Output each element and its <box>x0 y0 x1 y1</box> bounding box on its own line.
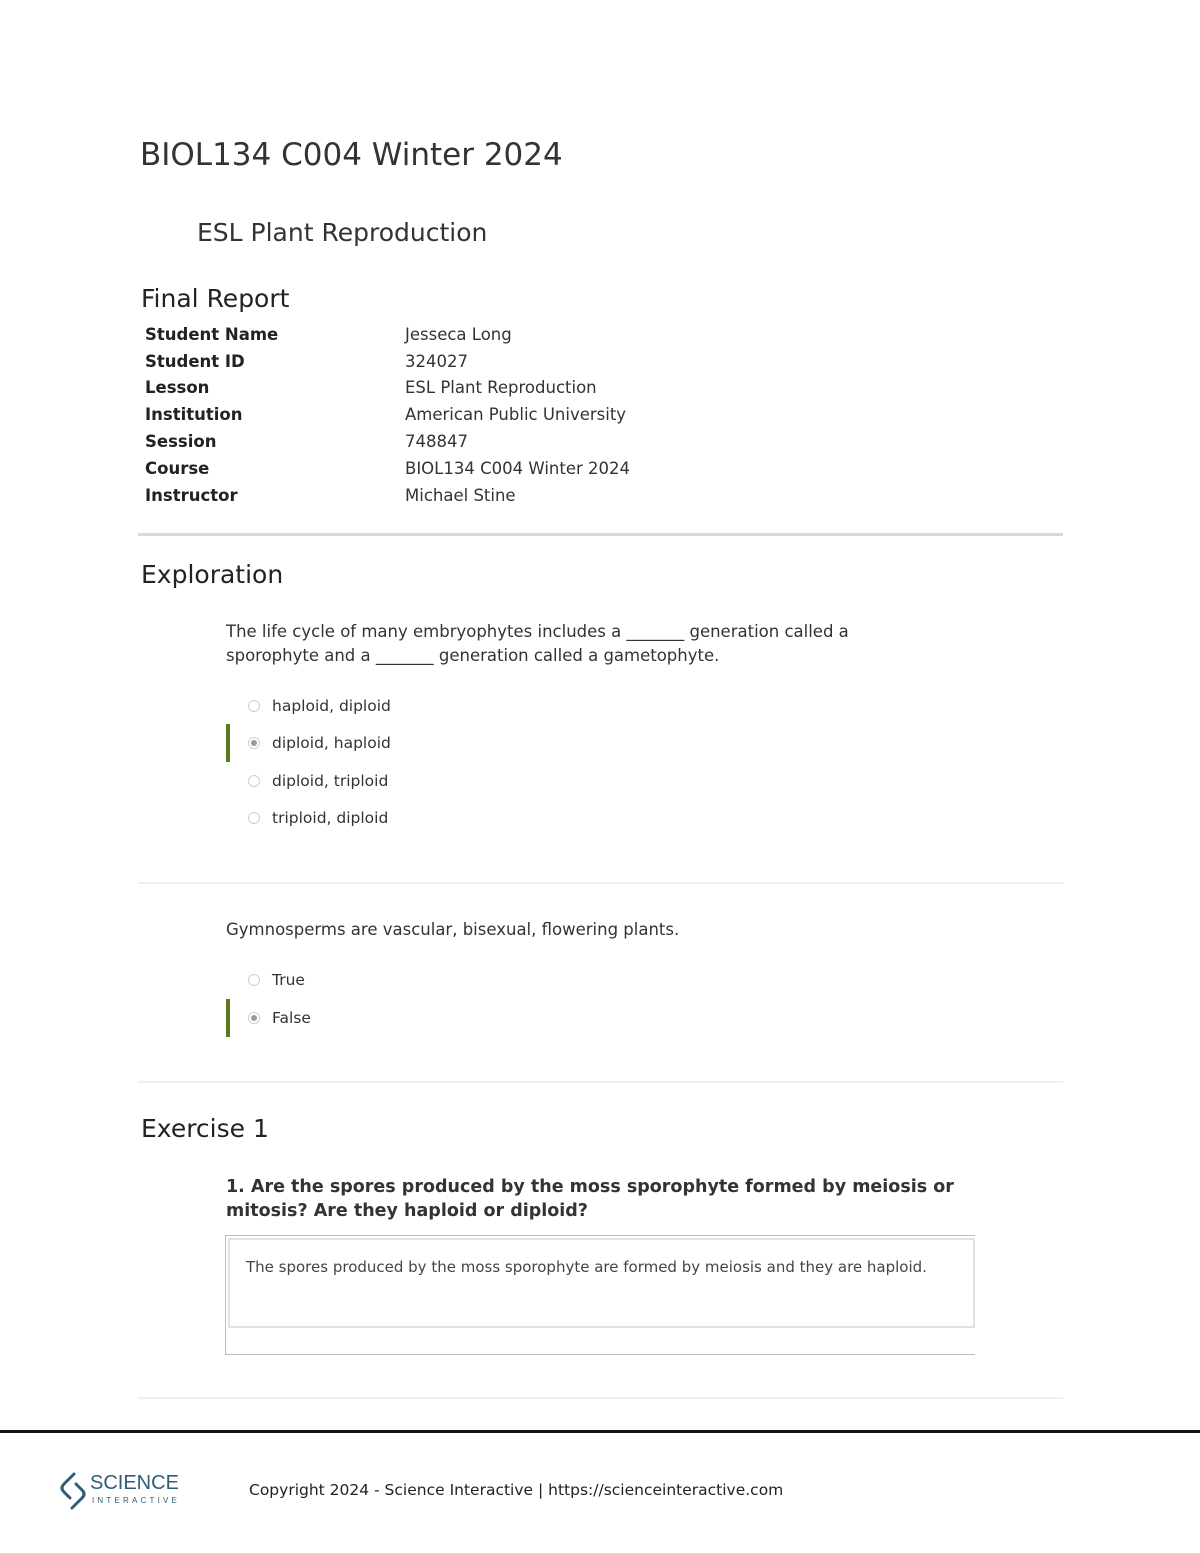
selection-bar <box>226 762 230 800</box>
info-value: 748847 <box>405 432 468 452</box>
option-label: haploid, diploid <box>272 697 391 715</box>
info-label: Instructor <box>145 485 238 505</box>
science-interactive-logo <box>58 1470 208 1512</box>
info-label: Student ID <box>145 351 245 371</box>
option-label: triploid, diploid <box>272 809 389 827</box>
selection-bar <box>226 724 230 762</box>
info-row <box>145 401 630 428</box>
section-divider <box>138 1081 1063 1083</box>
radio-button[interactable] <box>248 974 260 986</box>
answer-option[interactable] <box>226 961 726 999</box>
section-divider <box>138 533 1063 536</box>
info-label: Institution <box>145 405 243 425</box>
radio-button[interactable] <box>248 700 260 712</box>
question-text: The life cycle of many embryophytes includes a _______ generation called a sporophyte and a _______ generation called a gametophyte. <box>226 622 849 665</box>
selection-bar <box>226 799 230 837</box>
question-text: Gymnosperms are vascular, bisexual, flowering plants. <box>226 920 680 939</box>
info-value: Jesseca Long <box>405 324 512 344</box>
radio-button-checked[interactable] <box>248 737 260 749</box>
radio-button[interactable] <box>248 812 260 824</box>
info-row <box>145 375 630 402</box>
footer-divider <box>0 1430 1200 1433</box>
option-label: False <box>272 1009 311 1027</box>
radio-button[interactable] <box>248 775 260 787</box>
radio-button-checked[interactable] <box>248 1012 260 1024</box>
logo-subtext: INTERACTIVE <box>92 1496 181 1505</box>
info-label: Course <box>145 458 210 478</box>
option-label: diploid, haploid <box>272 734 391 752</box>
info-label: Session <box>145 432 217 452</box>
info-label: Student Name <box>145 324 279 344</box>
exercise-heading: Exercise 1 <box>141 1114 269 1143</box>
info-value: BIOL134 C004 Winter 2024 <box>405 458 630 478</box>
info-row <box>145 321 630 348</box>
logo-wordmark: SCIENCE <box>90 1472 179 1494</box>
exploration-heading: Exploration <box>141 560 284 589</box>
section-divider <box>138 1397 1063 1399</box>
info-value: 324027 <box>405 351 468 371</box>
info-row <box>145 455 630 482</box>
answer-option[interactable] <box>226 762 726 800</box>
final-report-heading: Final Report <box>141 284 290 313</box>
answer-option-selected[interactable] <box>226 999 726 1037</box>
option-label: True <box>272 971 305 989</box>
info-value: American Public University <box>405 405 627 425</box>
answer-box <box>225 1235 975 1355</box>
info-row <box>145 428 630 455</box>
course-title: BIOL134 C004 Winter 2024 <box>140 137 563 173</box>
selection-bar <box>226 999 230 1037</box>
info-label: Lesson <box>145 378 210 398</box>
answer-option-selected[interactable] <box>226 724 726 762</box>
info-value: Michael Stine <box>405 485 516 505</box>
exercise-question: 1. Are the spores produced by the moss sporophyte formed by meiosis or mitosis? Are they haploid or diploid? <box>226 1177 954 1221</box>
info-value: ESL Plant Reproduction <box>405 378 597 398</box>
selection-bar <box>226 687 230 725</box>
option-label: diploid, triploid <box>272 772 389 790</box>
lesson-title: ESL Plant Reproduction <box>197 218 488 247</box>
info-row <box>145 348 630 375</box>
answer-text: The spores produced by the moss sporophyte are formed by meiosis and they are haploid. <box>228 1238 975 1328</box>
answer-option[interactable] <box>226 799 726 837</box>
answer-option[interactable] <box>226 687 726 725</box>
logo-mark-icon <box>62 1474 84 1508</box>
copyright-text: Copyright 2024 - Science Interactive | https://scienceinteractive.com <box>249 1481 784 1499</box>
info-row <box>145 482 630 509</box>
selection-bar <box>226 961 230 999</box>
question-divider <box>138 882 1063 884</box>
report-info-table <box>145 321 630 509</box>
